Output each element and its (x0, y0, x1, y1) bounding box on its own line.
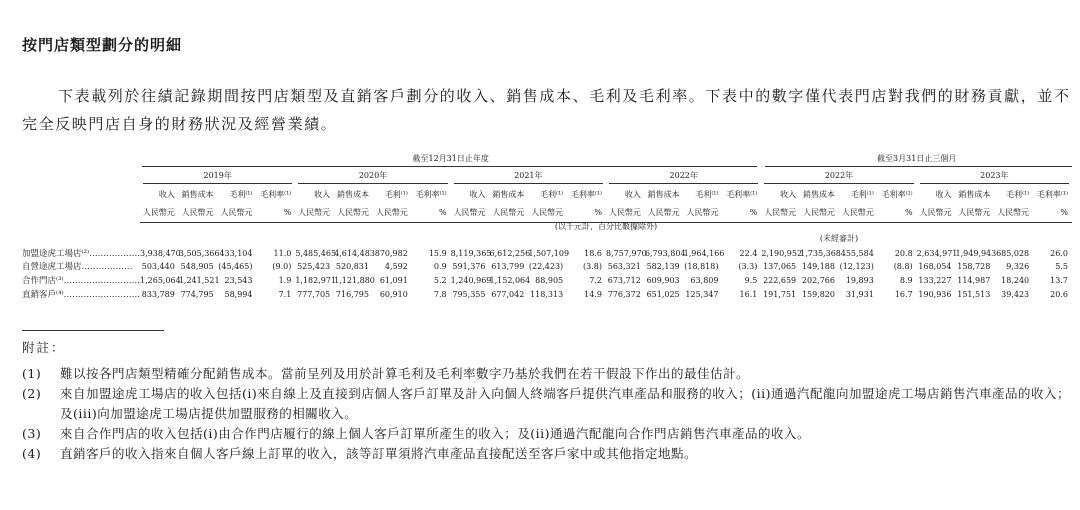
table-cell: 31,931 (845, 290, 874, 299)
table-cell: 8,119,365 (450, 249, 492, 258)
metric-header: 銷售成本 (492, 190, 525, 199)
table-cell: 58,994 (224, 290, 253, 299)
table-rule (454, 183, 603, 184)
table-cell: 776,372 (607, 290, 641, 299)
note-text: 難以按各門店類型精確分配銷售成本。當前呈列及用於計算毛利及毛利率數字乃基於我們在若干假設下作出的最佳估計。 (60, 366, 750, 381)
unit-header: % (439, 208, 447, 217)
table-cell: 548,905 (180, 262, 214, 271)
unit-header: 人民幣元 (531, 208, 564, 217)
table-cell: 8,757,970 (606, 249, 647, 258)
table-cell: 563,321 (607, 262, 641, 271)
table-cell: 39,423 (1001, 290, 1030, 299)
note-number: (4) (22, 446, 42, 461)
table-cell: 1,265,064 (140, 276, 181, 285)
table-cell: 4,592 (384, 262, 408, 271)
table-cell: 149,188 (801, 262, 835, 271)
table-cell: 5.2 (433, 276, 447, 285)
table-cell: (22,423) (528, 262, 564, 271)
table-cell: 23,543 (224, 276, 253, 285)
row-label: 加盟途虎工場店⁽²⁾……………… (22, 249, 141, 259)
year-header: 2022年 (669, 171, 698, 180)
unit-header: 人民幣元 (841, 208, 874, 217)
table-cell: 7.8 (433, 290, 447, 299)
unit-header: 人民幣元 (686, 208, 719, 217)
table-cell: 6,612,256 (489, 249, 531, 258)
unit-header: 人民幣元 (298, 208, 331, 217)
table-cell: 13.7 (1050, 276, 1068, 285)
table-cell: 795,355 (452, 290, 486, 299)
metric-header: 銷售成本 (802, 190, 835, 199)
table-cell: 16.7 (894, 290, 913, 299)
table-cell: 651,025 (646, 290, 680, 299)
table-cell: 503,440 (141, 262, 175, 271)
table-cell: 125,347 (685, 290, 719, 299)
table-cell: (3.3) (738, 262, 758, 271)
table-cell: (45,465) (218, 262, 253, 271)
table-cell: 677,042 (491, 290, 525, 299)
table-cell: 19,893 (845, 276, 874, 285)
table-cell: 1,182,971 (295, 276, 337, 285)
row-label: 直銷客戶⁽⁴⁾……………………… (22, 290, 141, 300)
unit-note: (以千元計，百分比數據除外) (554, 222, 658, 231)
table-cell: 1,240,969 (450, 276, 492, 285)
table-cell: 0.9 (433, 262, 447, 271)
table-cell: 11.0 (273, 249, 292, 258)
table-cell: 202,766 (801, 276, 835, 285)
metric-header: 毛利率⁽¹⁾ (415, 190, 447, 199)
unit-header: 人民幣元 (608, 208, 641, 217)
table-cell: 833,789 (141, 290, 175, 299)
metric-header: 銷售成本 (336, 190, 369, 199)
table-cell: 716,795 (335, 290, 369, 299)
table-cell: 3,505,366 (178, 249, 220, 258)
metric-header: 毛利率⁽¹⁾ (881, 190, 913, 199)
unit-header: 人民幣元 (336, 208, 369, 217)
table-cell: 591,376 (452, 262, 486, 271)
notes-title: 附註： (22, 340, 66, 355)
unit-header: 人民幣元 (958, 208, 991, 217)
note-item (22, 384, 1072, 424)
notes-separator (22, 330, 164, 331)
table-cell: 525,423 (297, 262, 331, 271)
metric-header: 收入 (158, 190, 175, 199)
unit-header: 人民幣元 (802, 208, 835, 217)
metric-header: 毛利⁽¹⁾ (695, 190, 719, 199)
table-cell: 582,139 (646, 262, 680, 271)
table-rule (764, 183, 913, 184)
table-cell: 1,507,109 (528, 249, 570, 258)
table-cell: 26.0 (1050, 249, 1068, 258)
section-heading: 按門店類型劃分的明細 (22, 36, 183, 54)
table-cell: 151,513 (957, 290, 991, 299)
table-cell: 3,938,470 (140, 249, 181, 258)
table-cell: 60,910 (379, 290, 408, 299)
unit-header: 人民幣元 (919, 208, 952, 217)
metric-header: 毛利⁽¹⁾ (540, 190, 564, 199)
table-cell: 114,987 (957, 276, 991, 285)
note-text: 來自加盟途虎工場店的收入包括(i)來自線上及直接到店個人客戶訂單及計入向個人終端客戶提供汽車產品和服務的收入；(ii)通過汽配龍向加盟途虎工場店銷售汽車產品的收入；及(iii)向加盟途虎工場店提供加盟服務的相關收入。 (60, 386, 1071, 421)
table-cell: 168,054 (918, 262, 952, 271)
metric-header: 毛利率⁽¹⁾ (260, 190, 292, 199)
table-cell: 9,326 (1006, 262, 1030, 271)
group-header-quarter: 截至3月31日止三個月 (877, 154, 957, 163)
table-cell: 88,905 (535, 276, 564, 285)
unit-header: 人民幣元 (220, 208, 253, 217)
table-cell: (8.8) (893, 262, 913, 271)
table-rule (765, 166, 1072, 167)
table-cell: 16.1 (739, 290, 758, 299)
year-header: 2022年 (824, 171, 854, 180)
metric-header: 毛利⁽¹⁾ (229, 190, 253, 199)
unit-header: % (1060, 208, 1068, 217)
unaudited-note: (未經審計) (819, 234, 859, 243)
unit-header: 人民幣元 (375, 208, 408, 217)
row-label: 自營途虎工場店……………… (22, 262, 133, 272)
table-cell: (9.0) (272, 262, 292, 271)
table-cell: 455,584 (840, 249, 874, 258)
table-cell: 5,485,465 (295, 249, 337, 258)
table-cell: 2,190,952 (761, 249, 803, 258)
table-cell: 20.6 (1050, 290, 1068, 299)
table-cell: 159,820 (801, 290, 835, 299)
table-cell: 191,751 (763, 290, 797, 299)
metric-header: 毛利率⁽¹⁾ (570, 190, 602, 199)
table-cell: 685,028 (996, 249, 1030, 258)
metric-header: 毛利⁽¹⁾ (850, 190, 874, 199)
unit-header: 人民幣元 (181, 208, 214, 217)
table-cell: 222,659 (763, 276, 797, 285)
metric-header: 收入 (780, 190, 797, 199)
table-cell: 6,793,804 (644, 249, 686, 258)
table-cell: 1,964,166 (683, 249, 725, 258)
unit-header: % (594, 208, 602, 217)
table-cell: 774,795 (180, 290, 214, 299)
table-cell: 5.5 (1055, 262, 1068, 271)
note-text: 來自合作門店的收入包括(i)由合作門店履行的線上個人客戶訂單所產生的收入；及(ii)通過汽配龍向合作門店銷售汽車產品的收入。 (60, 426, 811, 441)
table-cell: 520,831 (335, 262, 369, 271)
table-cell: 18.6 (584, 249, 602, 258)
year-header: 2021年 (514, 171, 543, 180)
table-rule (142, 166, 757, 167)
unit-header: 人民幣元 (647, 208, 680, 217)
note-item (22, 364, 1072, 384)
table-cell: 190,936 (918, 290, 952, 299)
table-cell: 63,809 (690, 276, 719, 285)
table-cell: 1,152,064 (489, 276, 531, 285)
note-text: 直銷客戶的收入指來自個人客戶線上訂單的收入，該等訂單須將汽車產品直接配送至客戶家中或其他指定地點。 (60, 446, 698, 461)
table-cell: 14.9 (584, 290, 602, 299)
metric-header: 收入 (314, 190, 331, 199)
table-cell: 1,735,368 (800, 249, 841, 258)
notes-section (22, 338, 1072, 464)
metric-header: 毛利⁽¹⁾ (384, 190, 408, 199)
unit-header: % (905, 208, 913, 217)
metric-header: 銷售成本 (647, 190, 680, 199)
table-cell: 118,313 (530, 290, 564, 299)
table-cell: 1,949,943 (955, 249, 997, 258)
year-header: 2019年 (203, 171, 232, 180)
table-cell: 22.4 (739, 249, 758, 258)
table-cell: 15.9 (428, 249, 447, 258)
table-cell: 433,104 (219, 249, 253, 258)
unit-header: 人民幣元 (453, 208, 486, 217)
metric-header: 銷售成本 (181, 190, 214, 199)
table-rule (920, 183, 1069, 184)
table-rule (298, 183, 447, 184)
metric-header: 毛利率⁽¹⁾ (726, 190, 758, 199)
table-cell: 1,121,880 (334, 276, 375, 285)
intro-paragraph: 下表載列於往績記錄期間按門店類型及直銷客戶劃分的收入、銷售成本、毛利及毛利率。下表中的數字僅代表門店對我們的財務貢獻，並不完全反映門店自身的財務狀況及經營業績。 (22, 87, 1071, 133)
table-cell: 2,634,971 (916, 249, 958, 258)
table-cell: 133,227 (918, 276, 952, 285)
unit-header: % (283, 208, 292, 217)
metric-header: 銷售成本 (958, 190, 991, 199)
table-cell: 673,712 (607, 276, 641, 285)
table-cell: 137,065 (763, 262, 797, 271)
table-cell: 7.1 (278, 290, 292, 299)
table-cell: 158,728 (957, 262, 991, 271)
table-cell: (18,818) (684, 262, 719, 271)
table-rule (143, 183, 292, 184)
note-number: (1) (22, 366, 42, 381)
table-cell: 8.9 (899, 276, 913, 285)
table-cell: 777,705 (297, 290, 331, 299)
table-rule (609, 183, 758, 184)
unit-header: % (749, 208, 758, 217)
note-number: (3) (22, 426, 42, 441)
table-cell: 613,799 (491, 262, 525, 271)
metric-header: 收入 (624, 190, 641, 199)
table-cell: 20.8 (894, 249, 913, 258)
table-cell: 1.9 (278, 276, 292, 285)
table-cell: 18,240 (1001, 276, 1030, 285)
table-cell: (3.8) (583, 262, 602, 271)
table-cell: 61,091 (379, 276, 408, 285)
note-number: (2) (22, 386, 42, 401)
table-cell: 870,982 (374, 249, 408, 258)
year-header: 2023年 (980, 171, 1009, 180)
metric-header: 收入 (469, 190, 486, 199)
table-cell: (12,123) (839, 262, 874, 271)
row-label: 合作門店⁽³⁾……………………… (22, 276, 141, 286)
metric-header: 毛利率⁽¹⁾ (1036, 190, 1068, 199)
unit-header: 人民幣元 (492, 208, 525, 217)
note-item (22, 424, 1072, 444)
table-cell: 609,903 (646, 276, 680, 285)
unit-header: 人民幣元 (764, 208, 797, 217)
table-cell: 1,241,521 (178, 276, 220, 285)
metric-header: 收入 (935, 190, 952, 199)
unit-header: 人民幣元 (997, 208, 1030, 217)
table-cell: 4,614,483 (334, 249, 375, 258)
metric-header: 毛利⁽¹⁾ (1006, 190, 1030, 199)
group-header-annual: 截至12月31日止年度 (412, 154, 489, 163)
note-item (22, 444, 1072, 464)
table-cell: 9.5 (744, 276, 758, 285)
unit-header: 人民幣元 (142, 208, 175, 217)
year-header: 2020年 (358, 171, 388, 180)
table-cell: 7.2 (589, 276, 602, 285)
